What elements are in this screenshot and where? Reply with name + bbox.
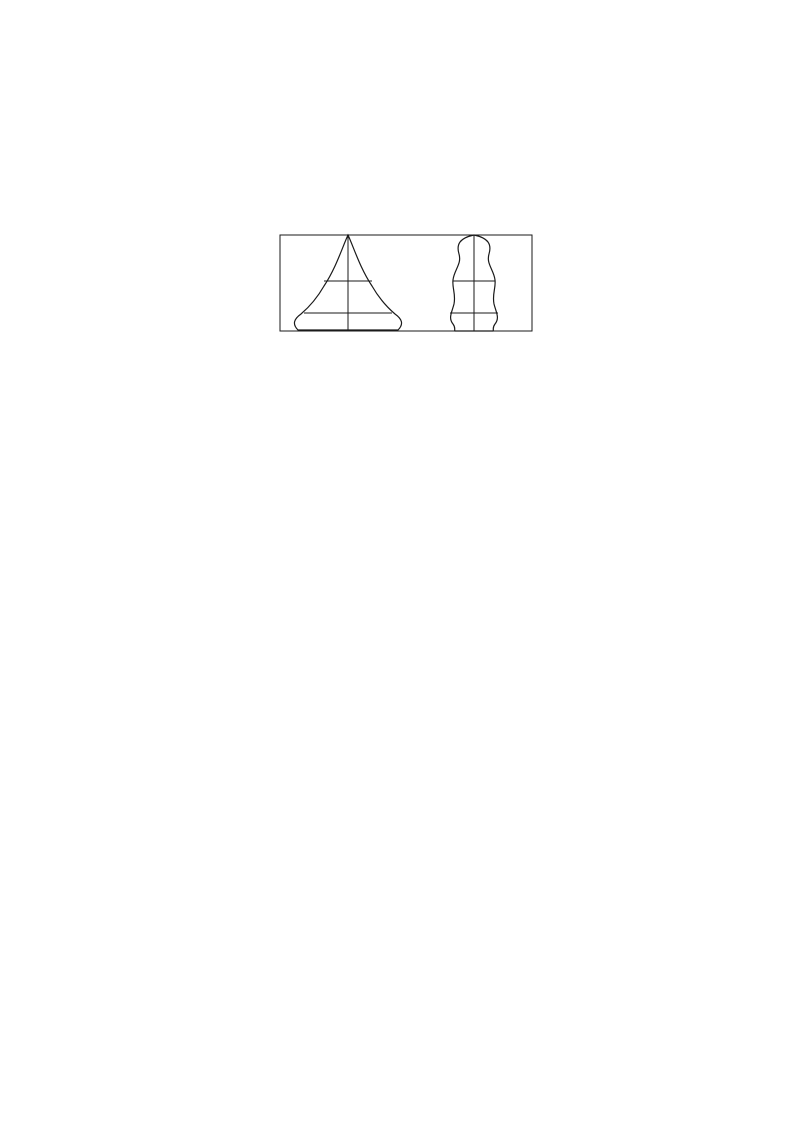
population-pyramid-figure xyxy=(254,204,540,360)
chart-frame xyxy=(280,235,532,331)
